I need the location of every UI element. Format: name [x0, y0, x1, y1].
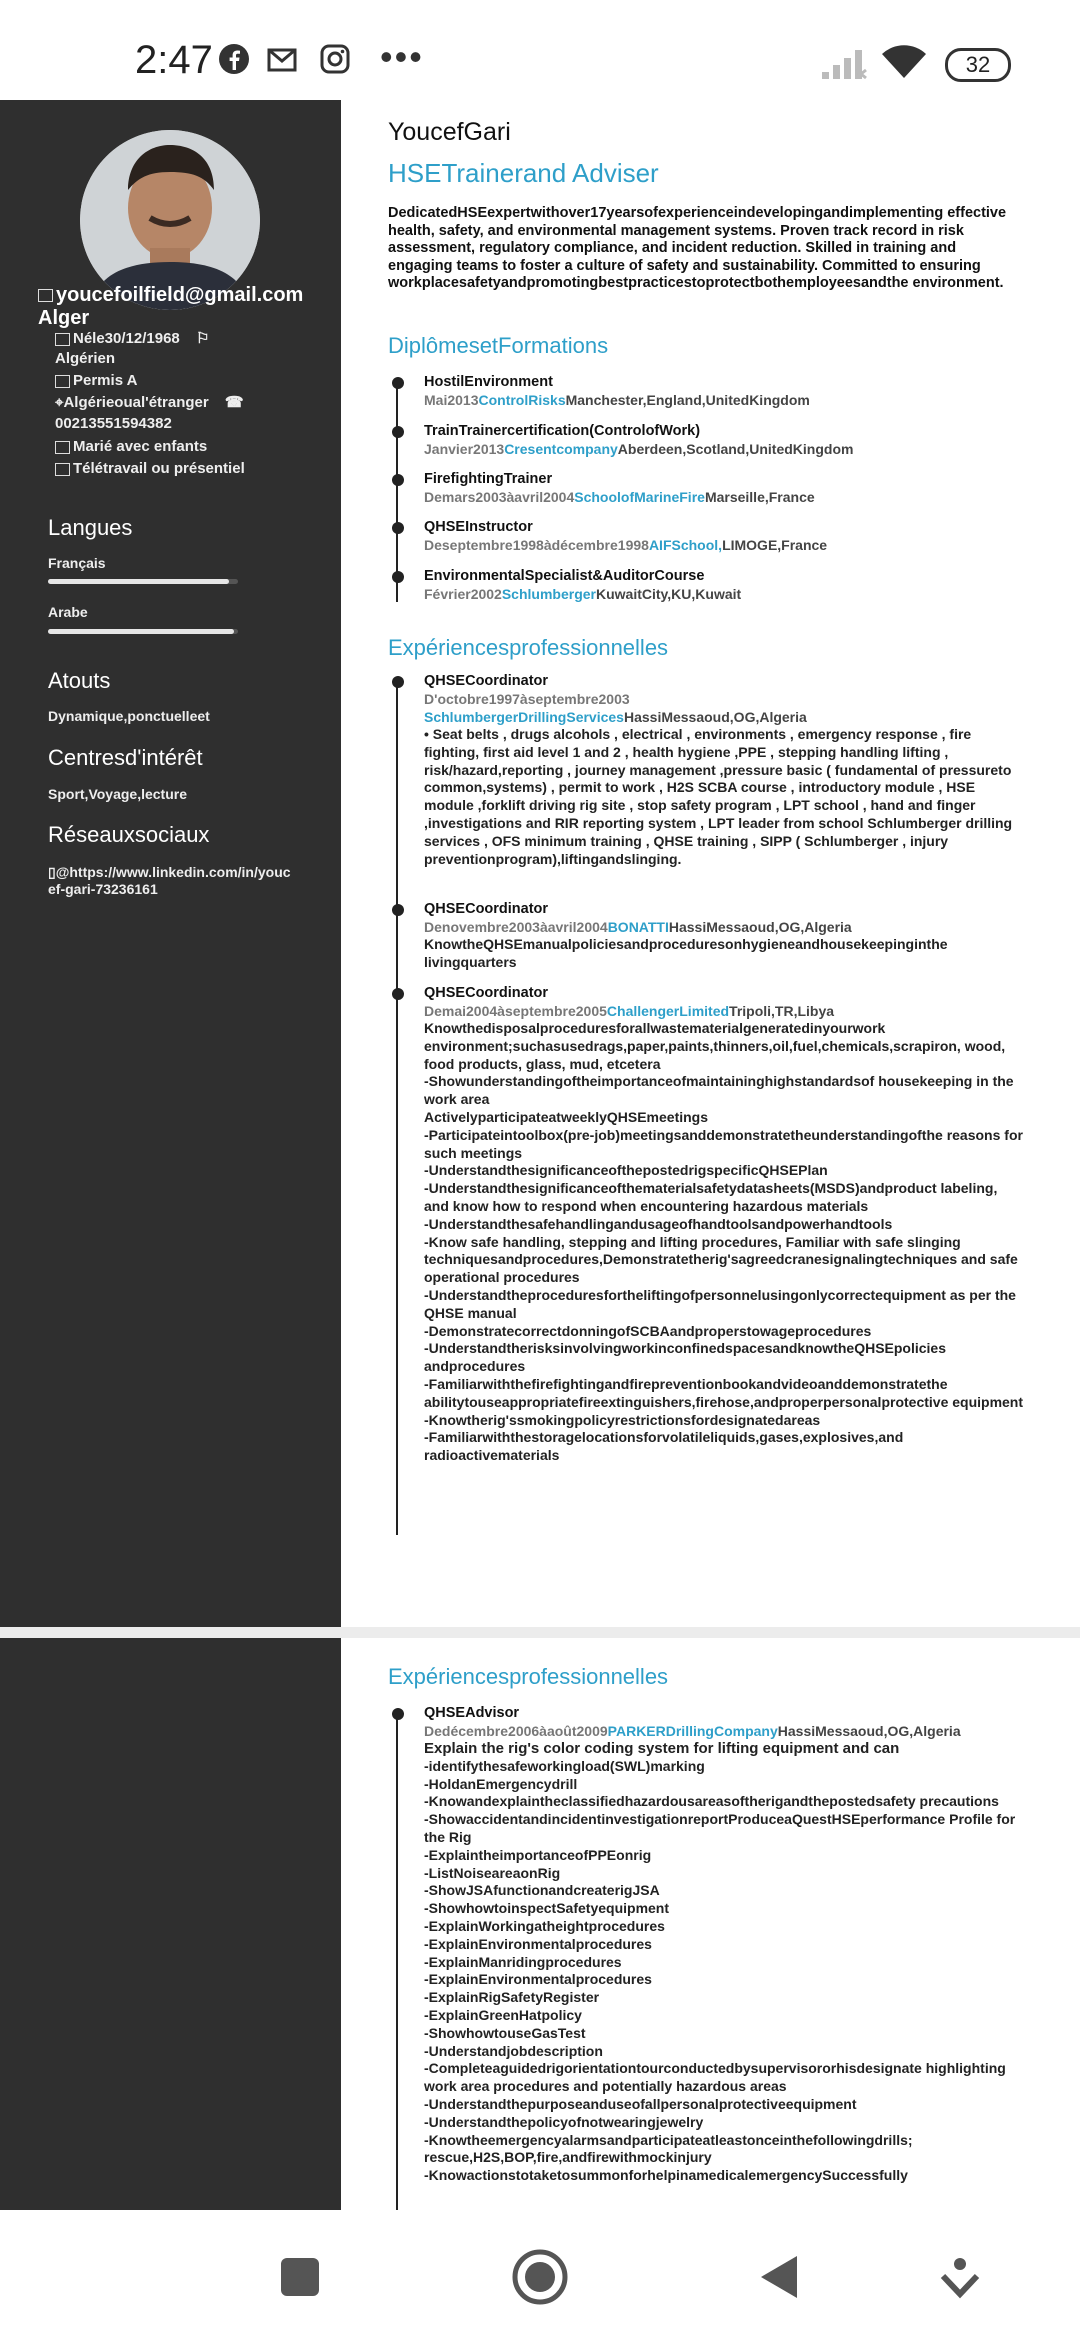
more-notifications: ••• — [380, 36, 424, 77]
profile-summary: DedicatedHSEexpertwithover17yearsofexperienceindevelopingandimplementing effective health, safety, and environmental management systems. Proven track record in risk assessment, regulatory compliance, and incident reduction. Skilled in training and engaging teams to foster a culture of safety and sustainability. Committed to ensuring workplacesafetyandpromotingbestpracticestoprotectbothemployeesandthe environment. — [388, 205, 1007, 291]
nationality: Algérien — [55, 350, 116, 367]
lang-fill — [48, 579, 229, 584]
candidate-name: YoucefGari — [388, 118, 511, 146]
language-french-bar — [48, 579, 238, 584]
linkedin-icon: ▯ — [48, 864, 56, 880]
gmail-icon — [265, 42, 299, 76]
experience-timeline-2 — [396, 1713, 398, 2210]
birth-row: Néle30/12/1968 ⚐ — [55, 330, 209, 348]
education-item: HostilEnvironment Mai2013ControlRisksManchester,England,UnitedKingdom — [424, 373, 1024, 409]
workmode-row: Télétravail ou présentiel — [55, 460, 245, 478]
assistant-icon[interactable] — [935, 2252, 985, 2302]
battery-icon: 32 — [945, 48, 1011, 82]
candidate-title: HSETrainerand Adviser — [388, 158, 659, 188]
phone-icon: ☎ — [224, 394, 244, 411]
family-icon — [55, 441, 70, 454]
education-item: FirefightingTrainer Demars2003àavril2004SchoolofMarineFireMarseille,France — [424, 470, 1024, 506]
interests-text: Sport,Voyage,lecture — [48, 786, 188, 802]
experience-timeline — [396, 685, 398, 1535]
laptop-icon — [55, 463, 70, 476]
profile-email[interactable]: youcefoilfield@gmail.com Alger — [38, 284, 304, 329]
education-item: EnvironmentalSpecialist&AuditorCourse Février2002SchlumbergerKuwaitCity,KU,Kuwait — [424, 567, 1024, 603]
family-row: Marié avec enfants — [55, 438, 207, 456]
languages-heading: Langues — [48, 515, 133, 540]
calendar-icon — [55, 333, 70, 346]
education-item: QHSEInstructor Deseptembre1998àdécembre1998AIFSchool,LIMOGE,France — [424, 518, 1024, 554]
license-row: Permis A — [55, 372, 137, 390]
status-bar — [0, 0, 1080, 100]
email-icon — [38, 289, 53, 302]
location-row: ⌖Algérieoual'étranger ☎ — [55, 394, 244, 411]
location-icon: ⌖ — [55, 394, 64, 411]
signal-icon — [820, 46, 870, 80]
page-separator — [0, 1627, 1080, 1638]
language-arabic-bar — [48, 629, 238, 634]
education-item: TrainTrainercertification(ControlofWork) Janvier2013CresentcompanyAberdeen,Scotland,UnitedKingdom — [424, 422, 1024, 458]
phone-number[interactable]: 00213551594382 — [55, 415, 172, 432]
experience-item: QHSECoordinator Denovembre2003àavril2004BONATTIHassiMessaoud,OG,Algeria KnowtheQHSEmanualpoliciesandproceduresonhygieneandhousekeepinginthe livingquarters — [424, 900, 1024, 972]
experience-item: QHSECoordinator Demai2004àseptembre2005ChallengerLimitedTripoli,TR,Libya Knowthedisposalproceduresforallwastematerialgeneratedinyourwork environment;suchasusedrags,paper,paints,thinners,oil,fuel,chemicals,scrapiron, wood, food products, glass, mud, etcetera -Showunderstandingoftheimportanceofmaintaininghighstandardsof housekeeping in the work area ActivelyparticipateatweeklyQHSEmeetings -Participateintoolbox(pre-job)meetingsanddemonstratetheunderstandingofthe reasons for such meetings -UnderstandthesignificanceofthepostedrigspecificQHSEPlan -Understandthesignificanceofthematerialsafetydatasheets(MSDS)andproduct labeling, and know how to respond when encountering hazardous materials -Understandthesafehandlingandusageofhandtoolsandpowerhandtools -Know safe handling, stepping and lifting procedures, Familiar with safe slinging techniquesandprocedures,Demonstratetherig'sagreedcranesignalingtechniques and safe operational procedures -Understandtheproceduresfortheliftingofpersonnelusingonlycorrectequipment as per the QHSE manual -DemonstratecorrectdonningofSCBAandproperstowageprocedures -UnderstandtherisksinvolvingworkinconfinedspacesandknowtheQHSEpolicies andprocedures -Familiarwiththefirefightingandfirepreventionbookandvideoanddemonstratethe abilitytouseappropriatefireextinguishers,firehose,andproperpersonalprotective equipment -Knowtherig'ssmokingpolicyrestrictionsfordesignatedareas -Familiarwiththestoragelocationsforvolatileliquids,gases,explosives,and radioactivematerials — [424, 984, 1024, 1465]
language-french: Français — [48, 555, 106, 571]
back-icon[interactable] — [755, 2252, 805, 2302]
interests-heading: Centresd'intérêt — [48, 745, 203, 770]
linkedin-link[interactable]: ▯@https://www.linkedin.com/in/youcef-gari-73236161 — [48, 864, 291, 897]
instagram-icon — [318, 42, 352, 76]
id-card-icon — [55, 375, 70, 388]
wifi-icon — [880, 42, 928, 80]
cv-page-2 — [0, 1638, 1080, 2210]
sidebar — [0, 100, 341, 1627]
facebook-icon — [217, 42, 251, 76]
experience-heading-2: Expériencesprofessionnelles — [388, 1664, 669, 1689]
status-time: 2:47 — [135, 38, 213, 82]
atouts-text: Dynamique,ponctuelleet — [48, 708, 210, 724]
atouts-heading: Atouts — [48, 668, 111, 693]
experience-item: QHSEAdvisor Dedécembre2006àaoût2009PARKERDrillingCompanyHassiMessaoud,OG,Algeria Explain the rig's color coding system for lifting equipment and can -identifythesafeworkingload(SWL)marking -HoldanEmergencydrill -Knowandexplaintheclassifiedhazardousareasoftherigandthepostedsafety precautions -ShowaccidentandincidentinvestigationreportProduceaQuestHSEperformance Profile for the Rig -ExplaintheimportanceofPPEonrig -ListNoiseareaonRig -ShowJSAfunctionandcreaterigJSA -ShowhowtoinspectSafetyequipment -ExplainWorkingatheightprocedures -ExplainEnvironmentalprocedures -ExplainManridingprocedures -ExplainEnvironmentalprocedures -ExplainRigSafetyRegister -ExplainGreenHatpolicy -ShowhowtouseGasTest -Understandjobdescription -Completeaguidedrigorientationtourconductedbysupervisororhisdesignate highlighting work area procedures and potentially hazardous areas -Understandthepurposeanduseofallpersonalprotectiveequipment -Understandthepolicyofnotwearingjewelry -Knowtheemergencyalarmsandparticipateatleastonceinthefollowingdrills; rescue,H2S,BOP,fire,andfirewithmockinjury -KnowactionstotaketosummonforhelpinamedicalemergencySuccessfully — [424, 1704, 1024, 2185]
education-heading: DiplômesetFormations — [388, 333, 609, 358]
profile-photo — [80, 130, 260, 310]
social-heading: Réseauxsociaux — [48, 822, 210, 847]
education-timeline — [396, 382, 398, 602]
lang-fill — [48, 629, 234, 634]
recents-icon[interactable] — [275, 2252, 325, 2302]
sidebar-page-2 — [0, 1638, 341, 2210]
experience-heading: Expériencesprofessionnelles — [388, 635, 669, 660]
language-arabic: Arabe — [48, 604, 88, 620]
home-nav-icon[interactable] — [510, 2247, 570, 2307]
experience-item: QHSECoordinator D'octobre1997àseptembre2003 SchlumbergerDrillingServicesHassiMessaoud,OG,Algeria • Seat belts , drugs alcohols , electrical , environments , emergency response , fire fighting, first aid level 1 and 2 , health hygiene ,PPE , stepping handling lifting , risk/hazard,reporting , journey management ,pressure basic ( fundamental of pressureto common,systems) , permit to work , H2S SCBA course , introductory module , HSE module ,forklift driving rig site , stop safety program , LPT school , hand and finger ,investigations and RIR reporting system , LPT leader from school Schlumberger drilling services , OFS minimum training , QHSE training , SIPP ( Schlumberger , injury preventionprogram),liftingandslinging. — [424, 672, 1024, 868]
cv-page-1 — [0, 100, 1080, 1627]
navigation-bar — [0, 2210, 1080, 2340]
